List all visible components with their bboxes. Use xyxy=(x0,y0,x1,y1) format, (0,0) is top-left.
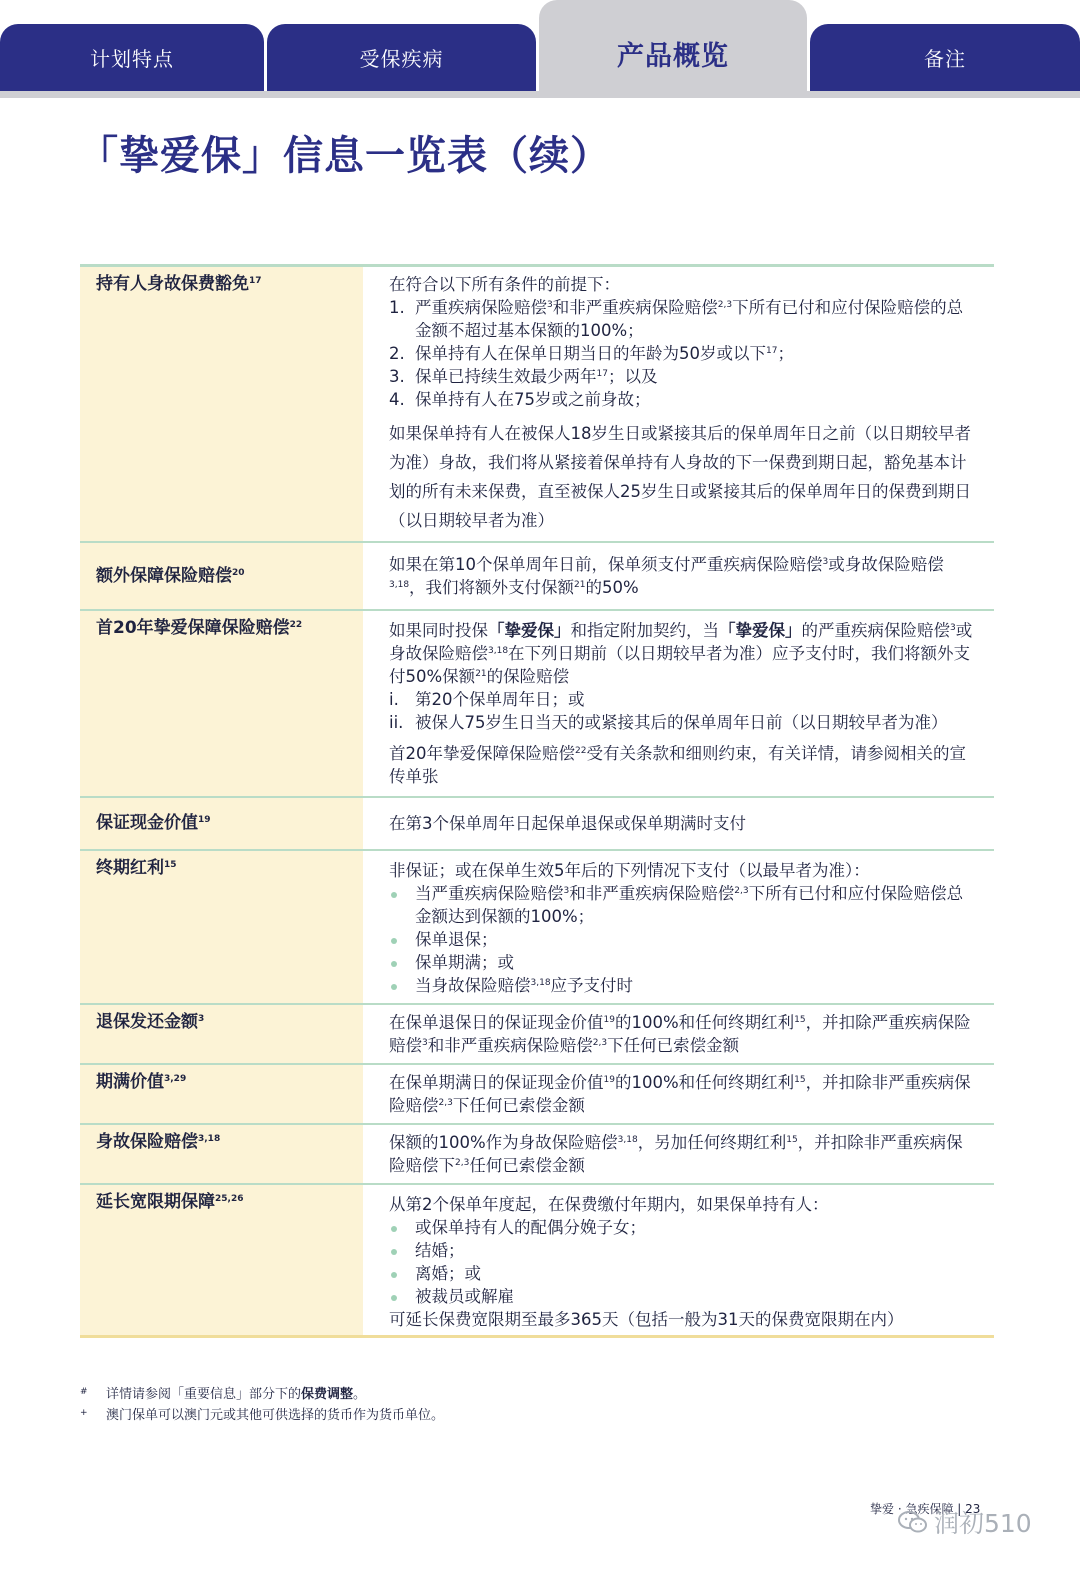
wechat-icon xyxy=(898,1510,928,1534)
row-content: 在第3个保单周年日起保单退保或保单期满时支付 xyxy=(389,814,746,833)
table-row-guaranteed-cash xyxy=(80,798,994,851)
row-label: 首20年挚爱保障保险赔偿$^{22}$ xyxy=(80,611,363,796)
conditions-list xyxy=(389,296,976,411)
list-item: 3. 保单已持续生效最少两年$^{17}$；以及 xyxy=(389,367,658,386)
row-label: 持有人身故保费豁免$^{17}$ xyxy=(80,267,363,541)
row-content: 非保证；或在保单生效5年后的下列情况下支付（以最早者为准）： 当严重疾病保险赔偿$^3$和非严重疾病保险赔偿$^{2,3}$下所有已付和应付保险赔偿总金额达到保额的100%； 保单退保； 保单期满；或 当身故保险赔偿$^{3,18}$应予支付时 xyxy=(363,851,994,1003)
row-label: 身故保险赔偿$^{3,18}$ xyxy=(80,1125,363,1183)
row-content: 保额的100%作为身故保险赔偿$^{3,18}$，另加任何终期红利$^{15}$，并扣除非严重疾病保险赔偿下$^{2,3}$任何已索偿金额 xyxy=(389,1133,963,1175)
row-content: 在符合以下所有条件的前提下： 1. 严重疾病保险赔偿$^3$和非严重疾病保险赔偿$^{2,3}$下所有已付和应付保险赔偿的总金额不超过基本保额的100%； 2. 保单持有人在保单日期当日的年龄为50岁或以下$^{17}$； 3. 保单已持续生效最少两年$^{17}$；以及 4. 保单持有人在75岁或之前身故； 如果保单持有人在被保人18岁生日或紧接其后的保单周年日之前（以日期较早者为准）身故，我们将从紧接着保单持有人身故的下一保费到期日起，豁免基本计划的所有未来保费，直至被保人25岁生日或紧接其后的保单周年日的保费到期日（以日期较早者为准） xyxy=(363,267,994,541)
table-row-death xyxy=(80,1125,994,1185)
list-item: 当严重疾病保险赔偿$^3$和非严重疾病保险赔偿$^{2,3}$下所有已付和应付保险赔偿总金额达到保额的100%； xyxy=(389,882,976,928)
list-item: 结婚； xyxy=(389,1239,976,1262)
page-footer: 挚爱 · 急疾保障 | 23 xyxy=(870,1502,981,1516)
row-content: 从第2个保单年度起，在保费缴付年期内，如果保单持有人： 或保单持有人的配偶分娩子女； 结婚； 离婚；或 被裁员或解雇 可延长保费宽限期至最多365天（包括一般为31天的保费宽限期在内） xyxy=(363,1185,994,1335)
footnote: # 详情请参阅「重要信息」部分下的保费调整。 xyxy=(80,1387,367,1402)
watermark: 润初510 xyxy=(898,1504,1032,1540)
table-row-grace xyxy=(80,1185,994,1338)
row-content: 如果同时投保「挚爱保」和指定附加契约，当「挚爱保」的严重疾病保险赔偿$^3$或身故保险赔偿$^{3,18}$在下列日期前（以日期较早者为准）应予支付时，我们将额外支付50%保额$^{21}$的保险赔偿 i. 第20个保单周年日；或 ii. 被保人75岁生日当天的或紧接其后的保单周年日前（以日期较早者为准） 首20年挚爱保障保险赔偿$^{22}$受有关条款和细则约束，有关详情，请参阅相关的宣传单张 xyxy=(363,611,994,796)
list-item: 或保单持有人的配偶分娩子女； xyxy=(389,1216,976,1239)
list-item: 离婚；或 xyxy=(389,1262,976,1285)
tab-bar xyxy=(0,0,1080,100)
list-item: 保单退保； xyxy=(389,928,976,951)
bonus-conditions-list xyxy=(389,882,976,997)
row-content: 如果在第10个保单周年日前，保单须支付严重疾病保险赔偿$^3$或身故保险赔偿$^{3,18}$，我们将额外支付保额$^{21}$的50% xyxy=(389,555,944,597)
table-row-terminal-bonus xyxy=(80,851,994,1005)
row-label: 退保发还金额$^3$ xyxy=(80,1005,363,1063)
list-item: 1. 严重疾病保险赔偿$^3$和非严重疾病保险赔偿$^{2,3}$下所有已付和应付保险赔偿的总金额不超过基本保额的100%； xyxy=(389,298,964,340)
list-item: ii. 被保人75岁生日当天的或紧接其后的保单周年日前（以日期较早者为准） xyxy=(389,713,948,732)
tab-covered-illnesses[interactable]: 受保疾病 xyxy=(267,24,536,91)
info-table xyxy=(80,264,994,1338)
row-label: 延长宽限期保障$^{25,26}$ xyxy=(80,1185,363,1335)
table-row-surrender xyxy=(80,1005,994,1065)
list-item: 2. 保单持有人在保单日期当日的年龄为50岁或以下$^{17}$； xyxy=(389,344,794,363)
table-row-first20 xyxy=(80,611,994,798)
footnote: + 澳门保单可以澳门元或其他可供选择的货币作为货币单位。 xyxy=(80,1408,445,1423)
row-label: 期满价值$^{3,29}$ xyxy=(80,1065,363,1123)
list-item: 4. 保单持有人在75岁或之前身故； xyxy=(389,390,651,409)
tab-plan-features[interactable]: 计划特点 xyxy=(0,24,264,91)
tab-underline xyxy=(0,91,1080,98)
list-item: 当身故保险赔偿$^{3,18}$应予支付时 xyxy=(389,974,976,997)
list-item: 保单期满；或 xyxy=(389,951,976,974)
row-label: 保证现金价值$^{19}$ xyxy=(80,798,363,849)
list-item: 被裁员或解雇 xyxy=(389,1285,976,1308)
table-row-premium-waiver xyxy=(80,264,994,543)
table-row-extra-benefit xyxy=(80,543,994,611)
page-title: 「挚爱保」信息一览表（续） xyxy=(78,133,611,179)
tab-product-overview[interactable]: 产品概览 xyxy=(539,0,807,91)
row-label: 额外保障保险赔偿$^{20}$ xyxy=(80,543,363,609)
table-row-maturity xyxy=(80,1065,994,1125)
date-list xyxy=(389,688,976,734)
list-item: i. 第20个保单周年日；或 xyxy=(389,690,585,709)
row-content: 在保单期满日的保证现金价值$^{19}$的100%和任何终期红利$^{15}$，并扣除非严重疾病保险赔偿$^{2,3}$下任何已索偿金额 xyxy=(389,1073,971,1115)
tab-notes[interactable]: 备注 xyxy=(810,24,1080,91)
grace-conditions-list xyxy=(389,1216,976,1308)
footnotes xyxy=(80,1384,980,1426)
row-label: 终期红利$^{15}$ xyxy=(80,851,363,1003)
row-content: 在保单退保日的保证现金价值$^{19}$的100%和任何终期红利$^{15}$，并扣除严重疾病保险赔偿$^3$和非严重疾病保险赔偿$^{2,3}$下任何已索偿金额 xyxy=(389,1013,971,1055)
